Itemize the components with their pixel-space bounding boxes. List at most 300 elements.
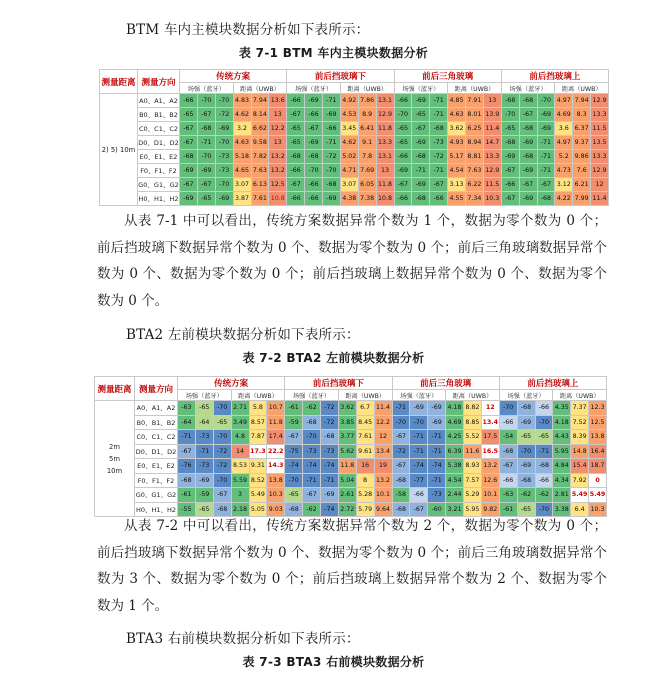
value-cell: 3.77 xyxy=(338,430,356,445)
value-cell: 10.7 xyxy=(267,401,285,416)
value-cell: -70 xyxy=(323,164,341,178)
value-cell: 10.3 xyxy=(589,502,607,517)
value-cell: 5.2 xyxy=(555,150,573,164)
value-cell: -68 xyxy=(392,502,410,517)
value-cell: 12 xyxy=(481,401,499,416)
value-cell: -65 xyxy=(412,108,430,122)
value-cell: 8.9 xyxy=(358,108,376,122)
value-cell: 11.4 xyxy=(374,401,392,416)
value-cell: 5.62 xyxy=(338,444,356,459)
value-cell: 11.5 xyxy=(483,178,501,192)
value-cell: -70 xyxy=(499,401,517,416)
value-cell: 5.49 xyxy=(249,488,267,503)
value-cell: 3.62 xyxy=(338,401,356,416)
table-row xyxy=(100,136,609,150)
value-cell: -54 xyxy=(499,430,517,445)
sub-header-distance: 距离（UWB） xyxy=(231,390,285,401)
value-cell: 4.62 xyxy=(340,136,358,150)
value-cell: -71 xyxy=(537,136,555,150)
value-cell: -67 xyxy=(501,192,519,206)
value-cell: -62 xyxy=(517,488,535,503)
value-cell: 4.22 xyxy=(555,192,573,206)
value-cell: -65 xyxy=(213,415,231,430)
value-cell: -66 xyxy=(410,488,428,503)
value-cell: -73 xyxy=(195,459,213,474)
value-cell: 3.07 xyxy=(233,178,251,192)
table-row xyxy=(95,488,607,503)
value-cell: 7.91 xyxy=(466,94,484,108)
group-header: 前后三角玻璃 xyxy=(392,377,499,390)
value-cell: 16.4 xyxy=(589,444,607,459)
value-cell: 7.37 xyxy=(571,401,589,416)
value-cell: -71 xyxy=(197,136,215,150)
value-cell: -68 xyxy=(321,430,339,445)
value-cell: -67 xyxy=(519,178,537,192)
value-cell: 4.35 xyxy=(553,401,571,416)
value-cell: 11.4 xyxy=(483,122,501,136)
value-cell: 14.8 xyxy=(571,444,589,459)
value-cell: -73 xyxy=(430,136,448,150)
value-cell: -66 xyxy=(394,192,412,206)
value-cell: 4.18 xyxy=(553,415,571,430)
value-cell: -68 xyxy=(517,401,535,416)
direction-cell: A0、A1、A2 xyxy=(135,401,178,416)
value-cell: 3 xyxy=(231,488,249,503)
direction-cell: H0、H1、H2 xyxy=(135,502,178,517)
value-cell: 10.8 xyxy=(376,192,394,206)
value-cell: 6.22 xyxy=(466,178,484,192)
value-cell: -62 xyxy=(535,488,553,503)
value-cell: -69 xyxy=(215,122,233,136)
table-row xyxy=(100,178,609,192)
value-cell: -67 xyxy=(180,178,198,192)
value-cell: -65 xyxy=(287,122,305,136)
value-cell: 18.7 xyxy=(589,459,607,474)
value-cell: -66 xyxy=(287,94,305,108)
value-cell: 3.87 xyxy=(233,192,251,206)
group-header: 传统方案 xyxy=(178,377,285,390)
value-cell: -66 xyxy=(394,94,412,108)
direction-cell: A0、A1、A2 xyxy=(138,94,180,108)
table-body xyxy=(100,94,609,206)
value-cell: 3.45 xyxy=(340,122,358,136)
value-cell: -68 xyxy=(499,444,517,459)
value-cell: 12.3 xyxy=(589,401,607,416)
intro-bta3: BTA3 右前模块数据分析如下表所示： xyxy=(126,631,360,647)
value-cell: -72 xyxy=(213,459,231,474)
distance-label: 10m xyxy=(106,466,123,475)
value-cell: 5.04 xyxy=(338,473,356,488)
value-cell: -69 xyxy=(305,136,323,150)
value-cell: -55 xyxy=(178,502,196,517)
value-cell: -68 xyxy=(178,473,196,488)
value-cell: 7.34 xyxy=(466,192,484,206)
value-cell: -67 xyxy=(213,488,231,503)
value-cell: -67 xyxy=(430,178,448,192)
value-cell: -66 xyxy=(535,473,553,488)
value-cell: -68 xyxy=(519,94,537,108)
value-cell: 6.25 xyxy=(466,122,484,136)
value-cell: -69 xyxy=(428,415,446,430)
direction-cell: B0、B1、B2 xyxy=(138,108,180,122)
distance-label: 5m xyxy=(109,454,120,463)
value-cell: 7.57 xyxy=(464,473,482,488)
value-cell: -69 xyxy=(519,136,537,150)
value-cell: -65 xyxy=(394,136,412,150)
value-cell: 2.81 xyxy=(553,488,571,503)
sub-header-rssi: 场强（蓝牙） xyxy=(180,83,234,94)
value-cell: -69 xyxy=(394,164,412,178)
value-cell: -70 xyxy=(535,502,553,517)
group-header: 前后挡玻璃上 xyxy=(499,377,606,390)
value-cell: 12 xyxy=(374,430,392,445)
value-cell: -68 xyxy=(287,150,305,164)
value-cell: -69 xyxy=(412,178,430,192)
value-cell: -71 xyxy=(410,430,428,445)
value-cell: -68 xyxy=(517,473,535,488)
value-cell: 5.17 xyxy=(448,150,466,164)
value-cell: -66 xyxy=(305,108,323,122)
corner-distance: 测量距离 xyxy=(100,70,138,94)
corner-direction: 测量方向 xyxy=(135,377,178,401)
value-cell: -71 xyxy=(428,430,446,445)
value-cell: -68 xyxy=(412,192,430,206)
value-cell: 7.52 xyxy=(571,415,589,430)
value-cell: 8 xyxy=(356,473,374,488)
value-cell: 13.8 xyxy=(267,473,285,488)
value-cell: -65 xyxy=(517,430,535,445)
value-cell: 11.8 xyxy=(267,415,285,430)
group-header: 前后挡玻璃上 xyxy=(501,70,608,83)
value-cell: -68 xyxy=(285,502,303,517)
value-cell: -76 xyxy=(178,459,196,474)
value-cell: 6.4 xyxy=(571,502,589,517)
value-cell: -73 xyxy=(195,430,213,445)
table-row xyxy=(95,430,607,445)
value-cell: 2.71 xyxy=(231,401,249,416)
value-cell: 3.49 xyxy=(231,415,249,430)
table-row xyxy=(100,192,609,206)
value-cell: 3.2 xyxy=(233,122,251,136)
direction-cell: D0、D1、D2 xyxy=(135,444,178,459)
value-cell: 5.59 xyxy=(231,473,249,488)
value-cell: 7.38 xyxy=(358,192,376,206)
direction-cell: C0、C1、C2 xyxy=(138,122,180,136)
value-cell: 8.57 xyxy=(249,415,267,430)
value-cell: -70 xyxy=(501,108,519,122)
value-cell: -66 xyxy=(394,150,412,164)
value-cell: -68 xyxy=(197,122,215,136)
value-cell: 4.63 xyxy=(233,136,251,150)
value-cell: -66 xyxy=(499,473,517,488)
value-cell: 3.07 xyxy=(340,178,358,192)
value-cell: 4.85 xyxy=(448,94,466,108)
intro-bta2: BTA2 左前模块数据分析如下表所示： xyxy=(126,327,360,343)
value-cell: -61 xyxy=(178,488,196,503)
value-cell: 9.1 xyxy=(358,136,376,150)
value-cell: 13.8 xyxy=(589,430,607,445)
value-cell: -70 xyxy=(213,401,231,416)
table-row xyxy=(100,164,609,178)
value-cell: 14.7 xyxy=(483,136,501,150)
table-row xyxy=(95,459,607,474)
value-cell: 17.5 xyxy=(481,430,499,445)
value-cell: -71 xyxy=(392,401,410,416)
value-cell: 8.85 xyxy=(464,415,482,430)
value-cell: 12.2 xyxy=(269,122,287,136)
value-cell: -59 xyxy=(285,415,303,430)
value-cell: -72 xyxy=(430,150,448,164)
sub-header-distance: 距离（UWB） xyxy=(233,83,287,94)
value-cell: 5.8 xyxy=(249,401,267,416)
value-cell: 5.05 xyxy=(249,502,267,517)
value-cell: 2.61 xyxy=(338,488,356,503)
table-row xyxy=(95,444,607,459)
value-cell: 13 xyxy=(269,136,287,150)
value-cell: -66 xyxy=(535,401,553,416)
value-cell: -75 xyxy=(285,444,303,459)
value-cell: -69 xyxy=(180,192,198,206)
value-cell: -67 xyxy=(285,430,303,445)
direction-cell: C0、C1、C2 xyxy=(135,430,178,445)
value-cell: 13.1 xyxy=(376,94,394,108)
sub-header-rssi: 场强（蓝牙） xyxy=(394,83,448,94)
value-cell: 11.6 xyxy=(464,444,482,459)
value-cell: 9.58 xyxy=(251,136,269,150)
value-cell: 11.8 xyxy=(376,178,394,192)
value-cell: -59 xyxy=(195,488,213,503)
value-cell: -67 xyxy=(305,122,323,136)
value-cell: 3.62 xyxy=(448,122,466,136)
value-cell: -67 xyxy=(501,164,519,178)
sub-header-distance: 距离（UWB） xyxy=(555,83,609,94)
value-cell: -69 xyxy=(305,94,323,108)
value-cell: -69 xyxy=(537,122,555,136)
value-cell: -69 xyxy=(428,401,446,416)
value-cell: -71 xyxy=(410,444,428,459)
sub-header-distance: 距离（UWB） xyxy=(448,83,502,94)
value-cell: -69 xyxy=(517,459,535,474)
value-cell: -66 xyxy=(499,415,517,430)
table-row xyxy=(95,401,607,416)
value-cell: -71 xyxy=(323,94,341,108)
value-cell: -77 xyxy=(410,473,428,488)
value-cell: 3.85 xyxy=(338,415,356,430)
value-cell: 4.54 xyxy=(446,473,464,488)
value-cell: -61 xyxy=(499,502,517,517)
value-cell: -68 xyxy=(501,136,519,150)
value-cell: 15.4 xyxy=(571,459,589,474)
value-cell: -67 xyxy=(519,108,537,122)
value-cell: 5.18 xyxy=(233,150,251,164)
value-cell: 14.3 xyxy=(267,459,285,474)
direction-cell: E0、E1、E2 xyxy=(135,459,178,474)
value-cell: -69 xyxy=(537,108,555,122)
value-cell: -67 xyxy=(197,108,215,122)
value-cell: 10.3 xyxy=(483,192,501,206)
value-cell: -62 xyxy=(303,401,321,416)
intro-btm: BTM 车内主模块数据分析如下表所示： xyxy=(126,22,370,38)
direction-cell: B0、B1、B2 xyxy=(135,415,178,430)
value-cell: -74 xyxy=(428,459,446,474)
corner-direction: 测量方向 xyxy=(138,70,180,94)
value-cell: 4.71 xyxy=(340,164,358,178)
value-cell: -68 xyxy=(323,178,341,192)
value-cell: -65 xyxy=(517,502,535,517)
value-cell: 13.3 xyxy=(591,150,609,164)
value-cell: 11.8 xyxy=(338,459,356,474)
value-cell: -70 xyxy=(303,430,321,445)
value-cell: 7.61 xyxy=(356,430,374,445)
value-cell: -68 xyxy=(412,150,430,164)
data-table-7-2 xyxy=(94,376,607,517)
value-cell: 6.37 xyxy=(573,122,591,136)
value-cell: 4.92 xyxy=(340,94,358,108)
value-cell: -67 xyxy=(392,430,410,445)
value-cell: -68 xyxy=(519,150,537,164)
value-cell: 4.73 xyxy=(555,164,573,178)
value-cell: 10.3 xyxy=(267,488,285,503)
sub-header-distance: 距离（UWB） xyxy=(553,390,607,401)
table-caption-7-2: 表 7-2 BTA2 左前模块数据分析 xyxy=(242,351,425,365)
value-cell: 10.1 xyxy=(374,488,392,503)
table-row xyxy=(100,122,609,136)
value-cell: -69 xyxy=(180,164,198,178)
value-cell: 13.3 xyxy=(591,108,609,122)
value-cell: -68 xyxy=(303,415,321,430)
value-cell: 13 xyxy=(483,94,501,108)
value-cell: -64 xyxy=(178,415,196,430)
value-cell: -68 xyxy=(305,150,323,164)
value-cell: 7.8 xyxy=(358,150,376,164)
value-cell: 13 xyxy=(269,108,287,122)
value-cell: 4.63 xyxy=(448,108,466,122)
value-cell: -73 xyxy=(215,164,233,178)
value-cell: -71 xyxy=(430,108,448,122)
value-cell: -66 xyxy=(180,94,198,108)
group-header: 前后三角玻璃 xyxy=(394,70,501,83)
value-cell: 8.52 xyxy=(249,473,267,488)
value-cell: 2.44 xyxy=(446,488,464,503)
value-cell: -70 xyxy=(213,473,231,488)
value-cell: 7.99 xyxy=(573,192,591,206)
value-cell: -74 xyxy=(303,459,321,474)
value-cell: -70 xyxy=(394,108,412,122)
value-cell: -72 xyxy=(323,150,341,164)
value-cell: 4.55 xyxy=(448,192,466,206)
value-cell: -65 xyxy=(285,488,303,503)
value-cell: 13.2 xyxy=(269,150,287,164)
value-cell: -64 xyxy=(195,415,213,430)
value-cell: 2.72 xyxy=(338,502,356,517)
value-cell: 6.39 xyxy=(446,444,464,459)
value-cell: -69 xyxy=(215,192,233,206)
value-cell: 3.13 xyxy=(448,178,466,192)
sub-header-rssi: 场强（蓝牙） xyxy=(285,390,339,401)
value-cell: -71 xyxy=(537,150,555,164)
value-cell: 22.2 xyxy=(267,444,285,459)
value-cell: 8.81 xyxy=(466,150,484,164)
direction-cell: F0、F1、F2 xyxy=(135,473,178,488)
value-cell: -66 xyxy=(305,178,323,192)
value-cell: -67 xyxy=(287,108,305,122)
table-row xyxy=(100,94,609,108)
value-cell: 7.86 xyxy=(358,94,376,108)
value-cell: 4.62 xyxy=(233,108,251,122)
value-cell: 4.97 xyxy=(555,94,573,108)
value-cell: 2.18 xyxy=(231,502,249,517)
group-header: 前后挡玻璃下 xyxy=(285,377,392,390)
value-cell: -70 xyxy=(537,94,555,108)
value-cell: -70 xyxy=(285,473,303,488)
value-cell: -73 xyxy=(215,150,233,164)
value-cell: -73 xyxy=(428,488,446,503)
value-cell: 13.1 xyxy=(376,150,394,164)
sub-header-distance: 距离（UWB） xyxy=(338,390,392,401)
value-cell: -69 xyxy=(519,192,537,206)
value-cell: 12.5 xyxy=(269,178,287,192)
value-cell: 4.93 xyxy=(448,136,466,150)
value-cell: 9.86 xyxy=(573,150,591,164)
value-cell: -70 xyxy=(392,415,410,430)
direction-cell: D0、D1、D2 xyxy=(138,136,180,150)
value-cell: -70 xyxy=(305,164,323,178)
distance-label: 2m xyxy=(109,442,120,451)
value-cell: -65 xyxy=(195,502,213,517)
table-row xyxy=(95,415,607,430)
value-cell: 13.3 xyxy=(376,136,394,150)
value-cell: -67 xyxy=(287,178,305,192)
value-cell: -67 xyxy=(412,122,430,136)
value-cell: 4.8 xyxy=(231,430,249,445)
value-cell: -68 xyxy=(392,473,410,488)
value-cell: -65 xyxy=(197,192,215,206)
value-cell: -70 xyxy=(535,415,553,430)
value-cell: 8.45 xyxy=(356,415,374,430)
value-cell: -70 xyxy=(215,94,233,108)
value-cell: -69 xyxy=(195,473,213,488)
value-cell: 12.5 xyxy=(589,415,607,430)
value-cell: 16 xyxy=(356,459,374,474)
value-cell: 5.38 xyxy=(446,459,464,474)
value-cell: 7.94 xyxy=(251,94,269,108)
value-cell: 9.82 xyxy=(481,502,499,517)
value-cell: -69 xyxy=(412,94,430,108)
value-cell: -73 xyxy=(321,444,339,459)
value-cell: -73 xyxy=(303,444,321,459)
value-cell: 5.52 xyxy=(464,430,482,445)
value-cell: 13.9 xyxy=(483,108,501,122)
value-cell: 4.97 xyxy=(555,136,573,150)
value-cell: -65 xyxy=(180,108,198,122)
value-cell: -68 xyxy=(519,122,537,136)
value-cell: 12.9 xyxy=(376,108,394,122)
value-cell: 4.69 xyxy=(555,108,573,122)
value-cell: -61 xyxy=(285,401,303,416)
direction-cell: E0、E1、E2 xyxy=(138,150,180,164)
value-cell: 6.62 xyxy=(251,122,269,136)
value-cell: 13.2 xyxy=(481,459,499,474)
value-cell: 4.34 xyxy=(553,473,571,488)
value-cell: -67 xyxy=(392,459,410,474)
group-header: 前后挡玻璃下 xyxy=(287,70,394,83)
value-cell: -60 xyxy=(428,502,446,517)
sub-header-distance: 距离（UWB） xyxy=(446,390,500,401)
value-cell: 7.61 xyxy=(251,192,269,206)
value-cell: 8.94 xyxy=(466,136,484,150)
value-cell: 5.02 xyxy=(340,150,358,164)
value-cell: 3.38 xyxy=(553,502,571,517)
